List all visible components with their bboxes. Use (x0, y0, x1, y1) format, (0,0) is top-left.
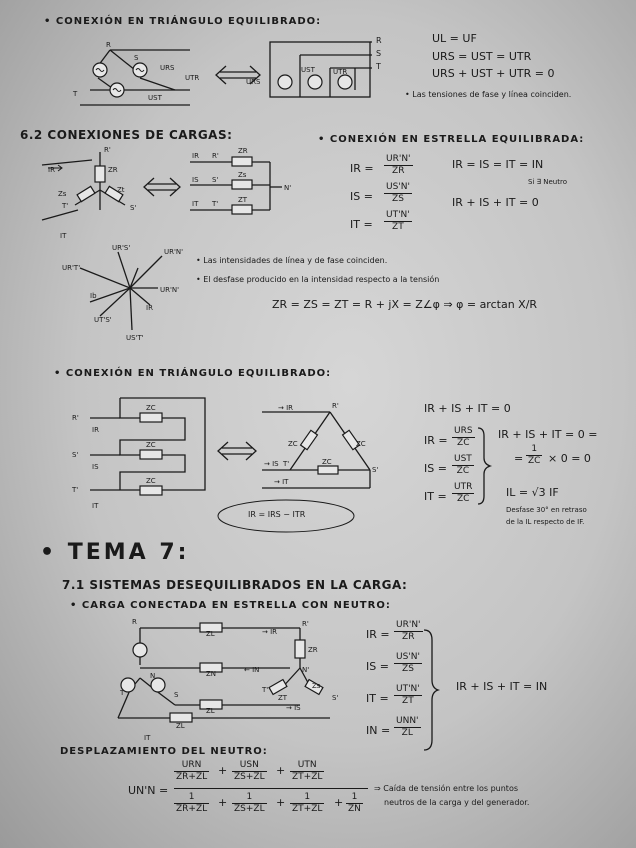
svg-text:R: R (106, 41, 111, 49)
s3-is-frac: UST ZC (454, 454, 472, 476)
s3-oval-text: IR = IRS − ITR (248, 510, 306, 519)
s3-rhs1: IR + IS + IT = 0 = (498, 428, 598, 441)
svg-text:T': T' (62, 202, 69, 210)
svg-text:→ IT: → IT (274, 478, 289, 486)
s2-ir-lhs: IR = (350, 162, 374, 175)
s2-note2: • El desfase producido en la intensidad respecto a la tensión (196, 275, 440, 284)
brace-3 (478, 428, 490, 504)
svg-text:ZR: ZR (238, 147, 248, 155)
svg-text:IR: IR (92, 426, 99, 434)
svg-text:Zt: Zt (117, 186, 125, 194)
svg-text:URS: URS (246, 78, 261, 86)
delta-generator-box (246, 42, 372, 97)
s1-label-T: T (376, 62, 381, 71)
svg-text:Zs: Zs (238, 171, 247, 179)
svg-text:UR'N': UR'N' (164, 248, 184, 256)
svg-text:ZC: ZC (146, 477, 156, 485)
svg-text:IR: IR (192, 152, 199, 160)
s3-rhs2-pre: = (514, 452, 524, 465)
svg-text:S: S (134, 54, 139, 62)
svg-text:ZN: ZN (206, 670, 217, 678)
s3-is-lhs: IS = (424, 462, 447, 475)
svg-text:ZC: ZC (322, 458, 332, 466)
s2-impedance: ZR = ZS = ZT = R + jX = Z∠φ ⇒ φ = arctan X/R (272, 298, 538, 311)
delta-generator-diagram (72, 41, 199, 105)
svg-text:T: T (73, 90, 78, 98)
s1-label-S: S (376, 49, 382, 58)
svg-text:IR: IR (146, 304, 153, 312)
svg-text:UTR: UTR (333, 68, 348, 76)
svg-text:IT: IT (60, 232, 67, 240)
s2-is-lhs: IS = (350, 190, 373, 203)
s3-note-b: de la IL respecto de IF. (506, 518, 585, 526)
svg-text:ZC: ZC (146, 404, 156, 412)
equivalence-arrow-2 (144, 178, 180, 196)
s4-in-lhs: IN = (366, 724, 391, 737)
s2-it-lhs: IT = (350, 218, 373, 231)
svg-text:IS: IS (192, 176, 199, 184)
svg-text:→ IS: → IS (264, 460, 279, 468)
svg-text:Ib: Ib (90, 292, 97, 300)
svg-text:URS: URS (160, 64, 175, 72)
svg-text:UR'S': UR'S' (112, 244, 131, 252)
section2-heading: 6.2 CONEXIONES DE CARGAS: (20, 128, 233, 142)
svg-text:IT: IT (92, 502, 99, 510)
svg-text:Zs: Zs (58, 190, 67, 198)
s4-in-frac: UNN' ZL (396, 716, 419, 738)
s4-disp-lhs: UN'N = (128, 784, 169, 797)
star-load-equivalent (190, 147, 291, 214)
equivalence-arrow-3 (218, 442, 256, 460)
section2-subheading: • CONEXIÓN EN ESTRELLA EQUILIBRADA: (318, 134, 585, 145)
svg-text:UR'N': UR'N' (160, 286, 180, 294)
svg-text:ZL: ZL (206, 707, 215, 715)
star-load-diagram (42, 146, 136, 240)
delta-load-triangle (262, 402, 378, 488)
s4-sum: IR + IS + IT = IN (456, 680, 548, 693)
svg-text:N': N' (302, 666, 310, 674)
delta-load-diagram (71, 398, 205, 510)
svg-text:T': T' (212, 200, 219, 208)
brace-4 (424, 630, 438, 750)
section4-heading: 7.1 SISTEMAS DESEQUILIBRADOS EN LA CARGA: (62, 578, 408, 592)
svg-text:UR'T': UR'T' (62, 264, 81, 272)
svg-text:← IN: ← IN (244, 666, 260, 674)
s3-ir-lhs: IR = (424, 434, 448, 447)
s2-is-frac: $\frac{US'N'}{ZS}$ (386, 182, 410, 204)
s4-it-frac: $\frac{UT'N'}{ZT}$ (396, 684, 420, 706)
svg-text:IT: IT (144, 734, 151, 742)
s4-it-lhs: IT = (366, 692, 389, 705)
svg-text:UST: UST (148, 94, 162, 102)
svg-text:IS: IS (92, 463, 99, 471)
svg-text:N': N' (284, 184, 292, 192)
svg-text:→ IR: → IR (262, 628, 278, 636)
svg-text:R': R' (104, 146, 111, 154)
s2-note1: • Las intensidades de línea y de fase coinciden. (196, 256, 388, 265)
svg-text:ZL: ZL (176, 722, 185, 730)
s4-is-frac: $\frac{US'N'}{ZS}$ (396, 652, 420, 674)
section4-subheading: • CARGA CONECTADA EN ESTRELLA CON NEUTRO: (70, 600, 391, 611)
svg-text:S: S (174, 691, 179, 699)
svg-text:R': R' (332, 402, 339, 410)
phasor-diagram (62, 244, 183, 342)
svg-text:T': T' (72, 486, 79, 494)
svg-text:S': S' (332, 694, 339, 702)
s2-eq-note: Si ∃ Neutro (528, 178, 567, 186)
svg-text:S': S' (212, 176, 219, 184)
svg-text:ZL: ZL (206, 630, 215, 638)
s2-eq-equal: IR = IS = IT = IN (452, 158, 544, 171)
svg-text:→ IR: → IR (278, 404, 294, 412)
svg-text:ZT: ZT (278, 694, 288, 702)
s3-ir-frac: URS ZC (454, 426, 473, 448)
svg-text:N: N (150, 672, 156, 680)
s2-eq-sum: IR + IS + IT = 0 (452, 196, 539, 209)
notebook-page: • CONEXIÓN EN TRIÁNGULO EQUILIBRADO: R S T URS UST UTR URS UST UTR R' ZR Zs Zt T' S' IR IT IR IS IT R' S' T' ZR Zs ZT N' UR'S' UR'N' UR'T' UR'N' Ib UT'S' US'T' IR R' S' T' IR IS IT ZC ZC ZC → IR R' ZC ZC ZC → IS T' S' → IT R T N S R' ZL ZN ZL ZL ZR Zs ZT → IR ← IN → IS T' N' S' IT UL = UF URS = UST = UTR URS + UST + UTR = 0 • Las tensiones de fase y línea coinciden. R S T 6.2 CONEXIONES DE CARGAS: • CONEXIÓN EN ESTRELLA EQUILIBRADA: IR = $\frac{UR'N'}{ZR}$ IS = $\frac{US'N'}{ZS}$ IT = $\frac{UT'N'}{ZT}$ IR = IS = IT = IN Si ∃ Neutro IR + IS + IT = 0 • Las intensidades de línea y de fase coinciden. • El desfase producido en la intensidad respecto a la tensión ZR = ZS = ZT = R + jX = Z∠φ ⇒ φ = arctan X/R • CONEXIÓN EN TRIÁNGULO EQUILIBRADO: IR + IS + IT = 0 IR = URS ZC IS = UST ZC IT = UTR ZC IR + IS + IT = 0 = = $\frac{1}{ZC}$ × 0 = 0 IL = √3 IF Desfase 30° en retraso de la IL respecto de IF. IR = IRS − ITR • TEMA 7: 7.1 SISTEMAS DESEQUILIBRADOS EN LA CARGA: • CARGA CONECTADA EN ESTRELLA CON NEUTRO: IR = $\frac{UR'N'}{ZR}$ IS = $\frac{US'N'}{ZS}$ IT = $\frac{UT'N'}{ZT}$ IN = UNN' ZL IR + IS + IT = IN DESPLAZAMIENTO DEL NEUTRO: UN'N = URN ZR+ZL + USN ZS+ZL + UTN ZT+ZL $\frac{1}{ZR+ZL}$ + $\frac{1}{ZS+ZL}$ + $\frac{1}{ZT+ZL}$ + $\frac{1}{ZN}$ ⇒ Caída de tensión entre los puntos neutros de la carga y del generador. (0, 0, 636, 848)
svg-text:→ IS: → IS (286, 704, 301, 712)
s4-disp-heading: DESPLAZAMIENTO DEL NEUTRO: (60, 746, 268, 757)
svg-text:ZC: ZC (146, 441, 156, 449)
svg-text:UST: UST (301, 66, 315, 74)
svg-text:ZR: ZR (108, 166, 118, 174)
svg-text:UTR: UTR (185, 74, 200, 82)
svg-text:R': R' (302, 620, 309, 628)
s4-is-lhs: IS = (366, 660, 389, 673)
svg-text:R': R' (72, 414, 79, 422)
s3-rhs2-frac: $\frac{1}{ZC}$ (528, 444, 541, 466)
s1-eq3: URS + UST + UTR = 0 (432, 67, 555, 80)
svg-text:IR: IR (48, 166, 55, 174)
svg-text:ZC: ZC (288, 440, 298, 448)
s4-ir-frac: $\frac{UR'N'}{ZR}$ (396, 620, 421, 642)
s2-ir-frac: $\frac{UR'N'}{ZR}$ (386, 154, 411, 176)
s1-eq2: URS = UST = UTR (432, 50, 532, 63)
svg-text:T': T' (262, 686, 269, 694)
s4-disp-bar (174, 788, 368, 789)
svg-text:S': S' (72, 451, 79, 459)
svg-text:UT'S': UT'S' (94, 316, 112, 324)
svg-text:ZT: ZT (238, 196, 248, 204)
svg-text:T: T (120, 689, 125, 697)
svg-text:S': S' (372, 466, 379, 474)
s1-note: • Las tensiones de fase y línea coinciden. (405, 90, 572, 99)
s3-it-lhs: IT = (424, 490, 447, 503)
s4-note: ⇒ Caída de tensión entre los puntos (374, 784, 519, 793)
unbalanced-star-diagram (118, 618, 338, 742)
svg-text:R': R' (212, 152, 219, 160)
svg-text:R: R (132, 618, 137, 626)
s2-it-frac: $\frac{UT'N'}{ZT}$ (386, 210, 410, 232)
svg-text:T': T' (283, 460, 290, 468)
s1-label-R: R (376, 36, 382, 45)
section1-heading: • CONEXIÓN EN TRIÁNGULO EQUILIBRADO: (44, 16, 322, 27)
s4-note2: neutros de la carga y del generador. (384, 798, 530, 807)
tema-title: • TEMA 7: (40, 540, 190, 565)
s3-rhs2-post: × 0 = 0 (548, 452, 591, 465)
svg-text:IT: IT (192, 200, 199, 208)
s4-ir-lhs: IR = (366, 628, 390, 641)
s3-note-a: Desfase 30° en retraso (506, 506, 587, 514)
svg-text:US'T': US'T' (126, 334, 144, 342)
s3-il: IL = √3 IF (506, 486, 559, 499)
s3-sum: IR + IS + IT = 0 (424, 402, 511, 415)
s1-eq1: UL = UF (432, 32, 477, 45)
svg-text:ZR: ZR (308, 646, 318, 654)
svg-text:ZC: ZC (356, 440, 366, 448)
svg-text:S': S' (130, 204, 137, 212)
section3-heading: • CONEXIÓN EN TRIÁNGULO EQUILIBRADO: (54, 368, 332, 379)
svg-text:Zs: Zs (312, 682, 321, 690)
s3-it-frac: UTR ZC (454, 482, 473, 504)
